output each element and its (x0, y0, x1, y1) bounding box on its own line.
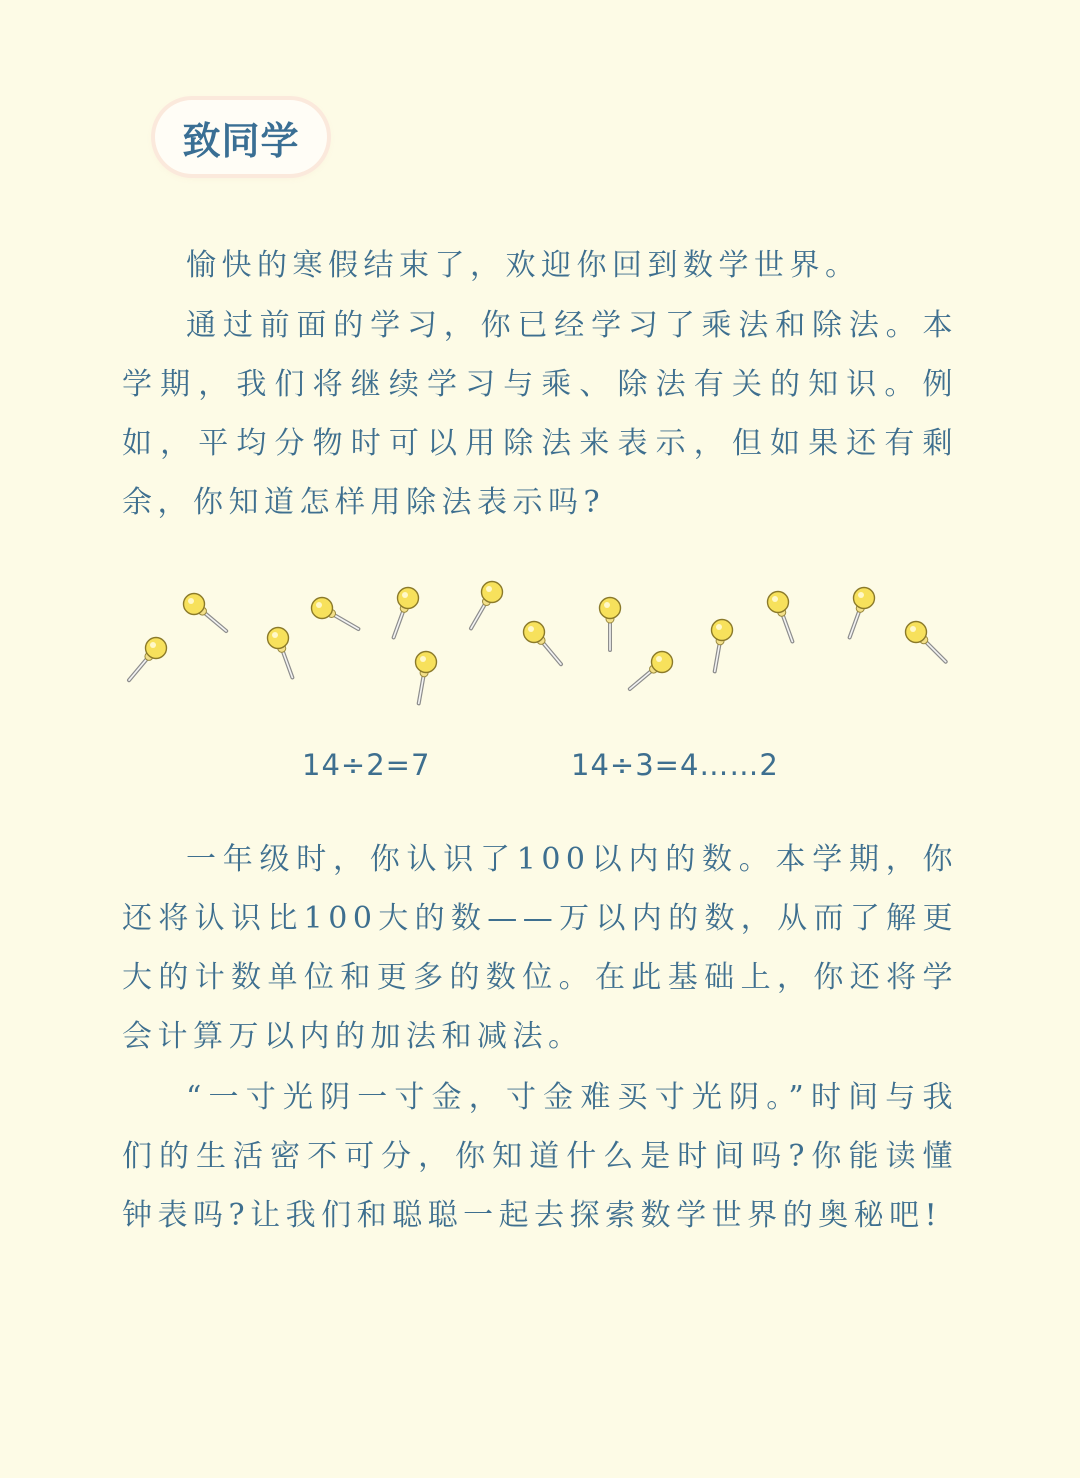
lollipop-icon (906, 622, 946, 662)
lollipop-icon (394, 588, 419, 638)
lollipop-icon (184, 594, 227, 631)
lollipop-icon (850, 588, 875, 638)
lollipop-icon (268, 628, 293, 678)
intro-paragraph: 愉快的寒假结束了，欢迎你回到数学世界。 (186, 248, 861, 283)
lollipop-icon (600, 598, 621, 651)
multiplication-division-paragraph: 通过前面的学习，你已经学习了乘法和除法。本学期，我们将继续学习与乘、除法有关的知识。例如，平均分物时可以用除法来表示，但如果还有剩余，你知道怎样用除法表示吗? (122, 308, 958, 520)
lollipop-icon (630, 652, 673, 689)
lollipop-icon (312, 598, 359, 630)
lollipop-icon (768, 592, 793, 642)
numbers-paragraph: 一年级时，你认识了100以内的数。本学期，你还将认识比100大的数——万以内的数，从而了解更大的计数单位和更多的数位。在此基础上，你还将学会计算万以内的加法和减法。 (122, 842, 958, 1054)
page-title: 致同学 (182, 118, 300, 163)
lollipop-icon (471, 582, 503, 629)
lollipop-icon (524, 622, 561, 665)
lollipop-icon (416, 652, 437, 704)
equation-division-with-remainder: 14÷3=4……2 (571, 748, 779, 782)
lollipops-illustration (110, 570, 970, 720)
equation-even-division: 14÷2=7 (302, 748, 431, 782)
lollipop-icon (712, 620, 733, 672)
time-paragraph: “一寸光阴一寸金，寸金难买寸光阴。”时间与我们的生活密不可分，你知道什么是时间吗?你能读懂钟表吗?让我们和聪聪一起去探索数学世界的奥秘吧! (122, 1080, 958, 1233)
lollipop-icon (129, 638, 166, 681)
title-badge (155, 100, 327, 174)
